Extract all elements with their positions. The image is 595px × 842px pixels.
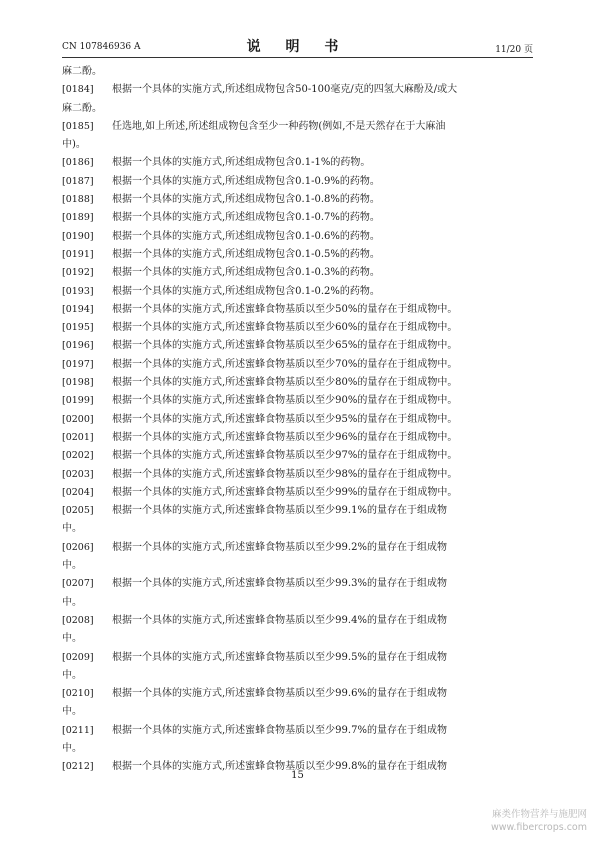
- continuation-line: [62, 630, 534, 648]
- paragraph-text: 根据一个具体的实施方式,所述蜜蜂食物基质以至少60%的量存在于组成物中。: [112, 322, 458, 334]
- paragraph-line: [62, 722, 534, 740]
- patent-number: CN 107846936 A: [62, 42, 141, 52]
- paragraph-number: [0189]: [62, 212, 94, 224]
- document-title: 说 明 书: [246, 39, 349, 55]
- paragraph-text: 根据一个具体的实施方式,所述组成物包含0.1-0.9%的药物。: [112, 175, 380, 187]
- paragraph-text: 中。: [62, 596, 82, 608]
- paragraph-line: [62, 301, 534, 319]
- page-header: [62, 36, 533, 56]
- paragraph-number: [0186]: [62, 157, 94, 169]
- paragraph-line: [62, 392, 534, 410]
- paragraph-number: [0210]: [62, 688, 94, 700]
- paragraph-text: 根据一个具体的实施方式,所述蜜蜂食物基质以至少95%的量存在于组成物中。: [112, 413, 458, 425]
- paragraph-number: [0206]: [62, 541, 94, 553]
- paragraph-number: [0207]: [62, 578, 94, 590]
- paragraph-text: 中。: [62, 523, 82, 535]
- paragraph-line: [62, 466, 534, 484]
- page-number: 15: [291, 770, 304, 781]
- paragraph-line: [62, 118, 534, 136]
- continuation-line: [62, 740, 534, 758]
- paragraph-text: 根据一个具体的实施方式,所述蜜蜂食物基质以至少80%的量存在于组成物中。: [112, 377, 458, 389]
- paragraph-text: 根据一个具体的实施方式,所述蜜蜂食物基质以至少99.7%的量存在于组成物: [112, 724, 447, 736]
- continuation-line: [62, 136, 534, 154]
- paragraph-line: [62, 649, 534, 667]
- paragraph-text: 根据一个具体的实施方式,所述组成物包含50-100毫克/克的四氢大麻酚及/或大: [112, 84, 458, 96]
- paragraph-text: 根据一个具体的实施方式,所述组成物包含0.1-0.5%的药物。: [112, 248, 380, 260]
- paragraph-line: [62, 246, 534, 264]
- paragraph-number: [0205]: [62, 505, 94, 517]
- paragraph-text: 根据一个具体的实施方式,所述蜜蜂食物基质以至少99%的量存在于组成物中。: [112, 486, 458, 498]
- paragraph-text: 任选地,如上所述,所述组成物包含至少一种药物(例如,不是天然存在于大麻油: [112, 120, 446, 132]
- paragraph-number: [0185]: [62, 120, 94, 132]
- paragraph-text: 中。: [62, 560, 82, 572]
- paragraph-text: 根据一个具体的实施方式,所述蜜蜂食物基质以至少96%的量存在于组成物中。: [112, 431, 458, 443]
- paragraph-number: [0208]: [62, 614, 94, 626]
- paragraph-number: [0203]: [62, 468, 94, 480]
- paragraph-text: 根据一个具体的实施方式,所述蜜蜂食物基质以至少65%的量存在于组成物中。: [112, 340, 458, 352]
- paragraph-number: [0204]: [62, 486, 94, 498]
- paragraph-text: 根据一个具体的实施方式,所述蜜蜂食物基质以至少99.8%的量存在于组成物: [112, 761, 447, 773]
- paragraph-number: [0184]: [62, 84, 94, 96]
- paragraph-number: [0198]: [62, 377, 94, 389]
- paragraph-line: [62, 337, 534, 355]
- paragraph-number: [0209]: [62, 651, 94, 663]
- paragraph-line: [62, 374, 534, 392]
- paragraph-text: 根据一个具体的实施方式,所述蜜蜂食物基质以至少99.3%的量存在于组成物: [112, 578, 447, 590]
- paragraph-number: [0212]: [62, 761, 94, 773]
- paragraph-line: [62, 612, 534, 630]
- continuation-line: [62, 100, 534, 118]
- paragraph-text: 根据一个具体的实施方式,所述蜜蜂食物基质以至少99.5%的量存在于组成物: [112, 651, 447, 663]
- paragraph-text: 中。: [62, 633, 82, 645]
- paragraph-text: 根据一个具体的实施方式,所述蜜蜂食物基质以至少90%的量存在于组成物中。: [112, 395, 458, 407]
- page-indicator: 11/20 页: [495, 45, 533, 55]
- paragraph-line: [62, 575, 534, 593]
- watermark: [491, 808, 587, 834]
- paragraph-number: [0197]: [62, 358, 94, 370]
- document-body: [62, 63, 534, 777]
- continuation-line: [62, 594, 534, 612]
- paragraph-number: [0191]: [62, 248, 94, 260]
- paragraph-line: [62, 429, 534, 447]
- paragraph-number: [0190]: [62, 230, 94, 242]
- paragraph-number: [0188]: [62, 194, 94, 206]
- paragraph-text: 中)。: [62, 139, 86, 151]
- paragraph-number: [0194]: [62, 303, 94, 315]
- header-rule: [62, 57, 533, 58]
- paragraph-number: [0201]: [62, 431, 94, 443]
- paragraph-line: [62, 154, 534, 172]
- continuation-line: [62, 520, 534, 538]
- continuation-line: [62, 667, 534, 685]
- paragraph-text: 根据一个具体的实施方式,所述蜜蜂食物基质以至少99.4%的量存在于组成物: [112, 614, 447, 626]
- watermark-title: 麻类作物营养与施肥网: [491, 809, 587, 820]
- paragraph-line: [62, 228, 534, 246]
- paragraph-text: 麻二酚。: [62, 102, 102, 114]
- paragraph-text: 根据一个具体的实施方式,所述蜜蜂食物基质以至少97%的量存在于组成物中。: [112, 450, 458, 462]
- paragraph-line: [62, 411, 534, 429]
- paragraph-line: [62, 447, 534, 465]
- paragraph-text: 根据一个具体的实施方式,所述组成物包含0.1-0.8%的药物。: [112, 194, 380, 206]
- paragraph-line: [62, 209, 534, 227]
- paragraph-line: [62, 539, 534, 557]
- paragraph-text: 根据一个具体的实施方式,所述蜜蜂食物基质以至少99.6%的量存在于组成物: [112, 688, 447, 700]
- paragraph-text: 根据一个具体的实施方式,所述组成物包含0.1-0.2%的药物。: [112, 285, 380, 297]
- paragraph-line: [62, 283, 534, 301]
- paragraph-line: [62, 502, 534, 520]
- paragraph-text: 中。: [62, 742, 82, 754]
- paragraph-line: [62, 264, 534, 282]
- continuation-line: [62, 557, 534, 575]
- paragraph-number: [0187]: [62, 175, 94, 187]
- paragraph-number: [0195]: [62, 322, 94, 334]
- paragraph-line: [62, 173, 534, 191]
- paragraph-text: 根据一个具体的实施方式,所述组成物包含0.1-0.3%的药物。: [112, 267, 380, 279]
- paragraph-line: [62, 685, 534, 703]
- paragraph-line: [62, 319, 534, 337]
- paragraph-text: 根据一个具体的实施方式,所述蜜蜂食物基质以至少98%的量存在于组成物中。: [112, 468, 458, 480]
- paragraph-text: 根据一个具体的实施方式,所述组成物包含0.1-0.7%的药物。: [112, 212, 380, 224]
- paragraph-line: [62, 81, 534, 99]
- paragraph-number: [0196]: [62, 340, 94, 352]
- paragraph-line: [62, 191, 534, 209]
- paragraph-number: [0193]: [62, 285, 94, 297]
- paragraph-text: 根据一个具体的实施方式,所述蜜蜂食物基质以至少70%的量存在于组成物中。: [112, 358, 458, 370]
- paragraph-text: 中。: [62, 706, 82, 718]
- paragraph-text: 根据一个具体的实施方式,所述组成物包含0.1-0.6%的药物。: [112, 230, 380, 242]
- continuation-line: [62, 703, 534, 721]
- paragraph-text: 中。: [62, 669, 82, 681]
- watermark-url: www.fibercrops.com: [490, 822, 587, 833]
- paragraph-number: [0200]: [62, 413, 94, 425]
- paragraph-text: 根据一个具体的实施方式,所述蜜蜂食物基质以至少99.1%的量存在于组成物: [112, 505, 447, 517]
- paragraph-number: [0199]: [62, 395, 94, 407]
- paragraph-number: [0202]: [62, 450, 94, 462]
- paragraph-text: 根据一个具体的实施方式,所述蜜蜂食物基质以至少99.2%的量存在于组成物: [112, 541, 447, 553]
- continuation-line: [62, 63, 534, 81]
- paragraph-text: 麻二酚。: [62, 66, 102, 77]
- paragraph-text: 根据一个具体的实施方式,所述组成物包含0.1-1%的药物。: [112, 157, 371, 169]
- paragraph-line: [62, 484, 534, 502]
- paragraph-number: [0192]: [62, 267, 94, 279]
- paragraph-number: [0211]: [62, 724, 94, 736]
- paragraph-line: [62, 356, 534, 374]
- paragraph-text: 根据一个具体的实施方式,所述蜜蜂食物基质以至少50%的量存在于组成物中。: [112, 303, 458, 315]
